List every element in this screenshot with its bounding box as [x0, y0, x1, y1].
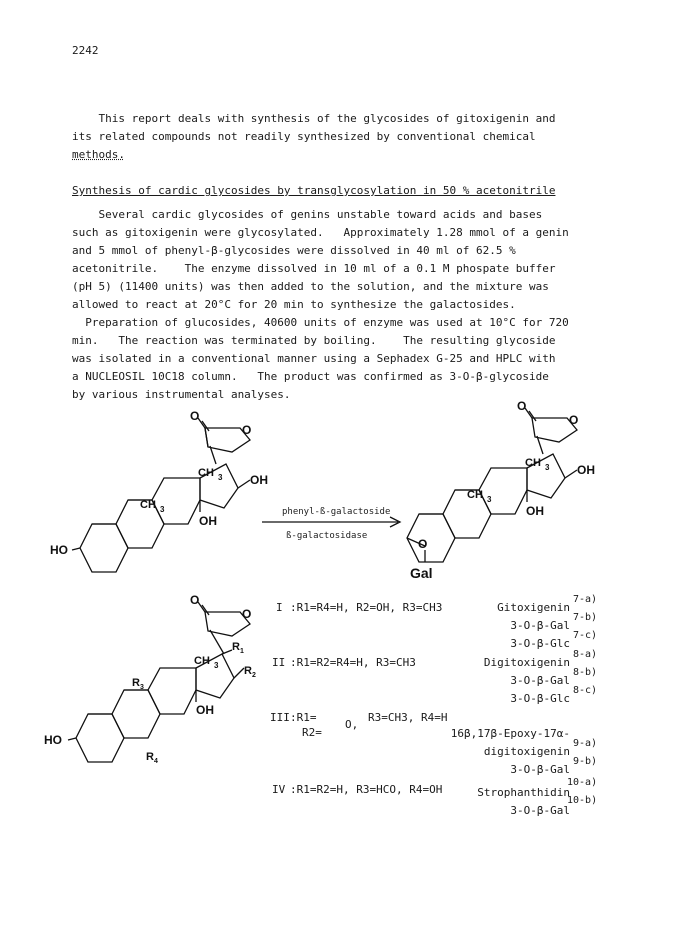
left-lactone-ring-o: O — [242, 423, 252, 437]
gen-r4-sub: 4 — [154, 758, 158, 765]
left-oh-16: OH — [250, 473, 268, 487]
compound-iv-roman: IV — [272, 783, 286, 796]
compound-iii-ref-1: 9-a) — [573, 738, 598, 749]
compound-iii-def-line2: R2= — [302, 726, 322, 739]
right-ch3-19-sub: 3 — [487, 495, 492, 504]
gen-lactone-carbonyl-o: O — [190, 593, 200, 607]
body-line-7: Preparation of glucosides, 40600 units of enzyme was used at 10°C for 720 — [72, 316, 569, 329]
gen-r2: R — [244, 665, 252, 677]
compound-ii-name-1: Digitoxigenin — [483, 656, 570, 669]
compound-i-name-1: Gitoxigenin — [497, 601, 570, 614]
compound-iv-name-1: Strophanthidin — [477, 786, 570, 799]
gen-r1: R — [232, 641, 240, 653]
body-line-8: min. The reaction was terminated by boiling. The resulting glycoside — [72, 334, 556, 347]
reaction-scheme — [0, 400, 680, 590]
compound-i-ref-1: 7-a) — [573, 594, 598, 605]
body-line-9: was isolated in a conventional manner using a Sephadex G-25 and HPLC with — [72, 352, 556, 365]
compound-iv-ref-2: 10-b) — [567, 795, 598, 806]
body-line-1: Several cardic glycosides of genins unstable toward acids and bases — [72, 208, 543, 221]
right-ch3-18-sub: 3 — [545, 463, 550, 472]
compound-iii-def-rest: R3=CH3, R4=H — [368, 711, 448, 724]
compound-iv-def: :R1=R2=H, R3=HCO, R4=OH — [290, 783, 443, 796]
compound-ii-ref-1: 8-a) — [573, 649, 598, 660]
compound-ii-name-2: 3-O-β-Gal — [510, 674, 570, 687]
compound-ii-name-3: 3-O-β-Glc — [510, 692, 570, 705]
compound-i-name-3: 3-O-β-Glc — [510, 637, 570, 650]
gen-r4: R — [146, 751, 154, 763]
body-line-2: such as gitoxigenin were glycosylated. Approximately 1.28 mmol of a genin — [72, 226, 569, 239]
body-line-6: allowed to react at 20°C for 20 min to synthesize the galactosides. — [72, 298, 516, 311]
gen-lactone-ring-o: O — [242, 607, 252, 621]
intro-line-3: methods. — [72, 148, 125, 161]
compound-iii-roman: III — [270, 711, 290, 724]
left-ho-3: HO — [50, 543, 68, 557]
compound-ii-ref-3: 8-c) — [573, 685, 598, 696]
compound-iii-def-line1: :R1= — [290, 711, 317, 724]
right-lactone-carbonyl-o: O — [517, 399, 527, 413]
reagent-phenyl-galactoside: phenyl-ß-galactoside — [282, 507, 391, 517]
body-line-10: a NUCLEOSIL 10C18 column. The product was confirmed as 3-O-β-glycoside — [72, 370, 549, 383]
body-line-5: (pH 5) (11400 units) was then added to the solution, and the mixture was — [72, 280, 549, 293]
compound-iv-ref-1: 10-a) — [567, 777, 598, 788]
compound-i-ref-2: 7-b) — [573, 612, 598, 623]
compound-iii-def-o: O, — [345, 718, 359, 731]
gen-ch3-sub: 3 — [214, 661, 219, 670]
reagent-galactosidase: ß-galactosidase — [286, 531, 368, 541]
compound-iii-name-2: digitoxigenin — [483, 745, 570, 758]
compound-iii-ref-2: 9-b) — [573, 756, 598, 767]
left-ch3-18: CH — [198, 467, 214, 479]
compound-iv-name-2: 3-O-β-Gal — [510, 804, 570, 817]
intro-line-2: its related compounds not readily synthesized by conventional chemical — [72, 130, 536, 143]
compound-ii-def: :R1=R2=R4=H, R3=CH3 — [290, 656, 416, 669]
gen-r1-sub: 1 — [240, 648, 244, 655]
body-line-4: acetonitrile. The enzyme dissolved in 10 ml of a 0.1 M phospate buffer — [72, 262, 556, 275]
compound-i-roman: I — [276, 601, 283, 614]
left-oh-14: OH — [199, 514, 217, 528]
compound-i-def: :R1=R4=H, R2=OH, R3=CH3 — [290, 601, 443, 614]
body-line-11: by various instrumental analyses. — [72, 388, 291, 401]
left-lactone-carbonyl-o: O — [190, 409, 200, 423]
left-ch3-18-sub: 3 — [218, 473, 223, 482]
compound-ii-ref-2: 8-b) — [573, 667, 598, 678]
gen-r2-sub: 2 — [252, 672, 256, 679]
right-oh-14: OH — [526, 504, 544, 518]
body-line-3: and 5 mmol of phenyl-β-glycosides were dissolved in 40 ml of 62.5 % — [72, 244, 516, 257]
compound-i-ref-3: 7-c) — [573, 630, 598, 641]
right-gal: Gal — [410, 565, 433, 581]
left-ch3-19-sub: 3 — [160, 505, 165, 514]
left-ch3-19: CH — [140, 499, 156, 511]
right-oh-16: OH — [577, 463, 595, 477]
gen-r3: R — [132, 677, 140, 689]
gen-r3-sub: 3 — [140, 684, 144, 691]
section-heading: Synthesis of cardic glycosides by transglycosylation in 50 % acetonitrile — [72, 184, 556, 197]
page-number: 2242 — [72, 44, 99, 57]
right-lactone-ring-o: O — [569, 413, 579, 427]
right-o-3: O — [418, 537, 428, 551]
compound-iii-name-1: 16β,17β-Epoxy-17α- — [450, 727, 570, 740]
gen-ch3: CH — [194, 655, 210, 667]
gen-ho-3: HO — [44, 733, 62, 747]
compound-iii-name-3: 3-O-β-Gal — [510, 763, 570, 776]
general-structure — [0, 590, 290, 765]
right-ch3-19: CH — [467, 489, 483, 501]
intro-line-1: This report deals with synthesis of the glycosides of gitoxigenin and — [72, 112, 556, 125]
compound-i-name-2: 3-O-β-Gal — [510, 619, 570, 632]
compound-ii-roman: II — [272, 656, 286, 669]
right-ch3-18: CH — [525, 457, 541, 469]
gen-oh-14: OH — [196, 703, 214, 717]
